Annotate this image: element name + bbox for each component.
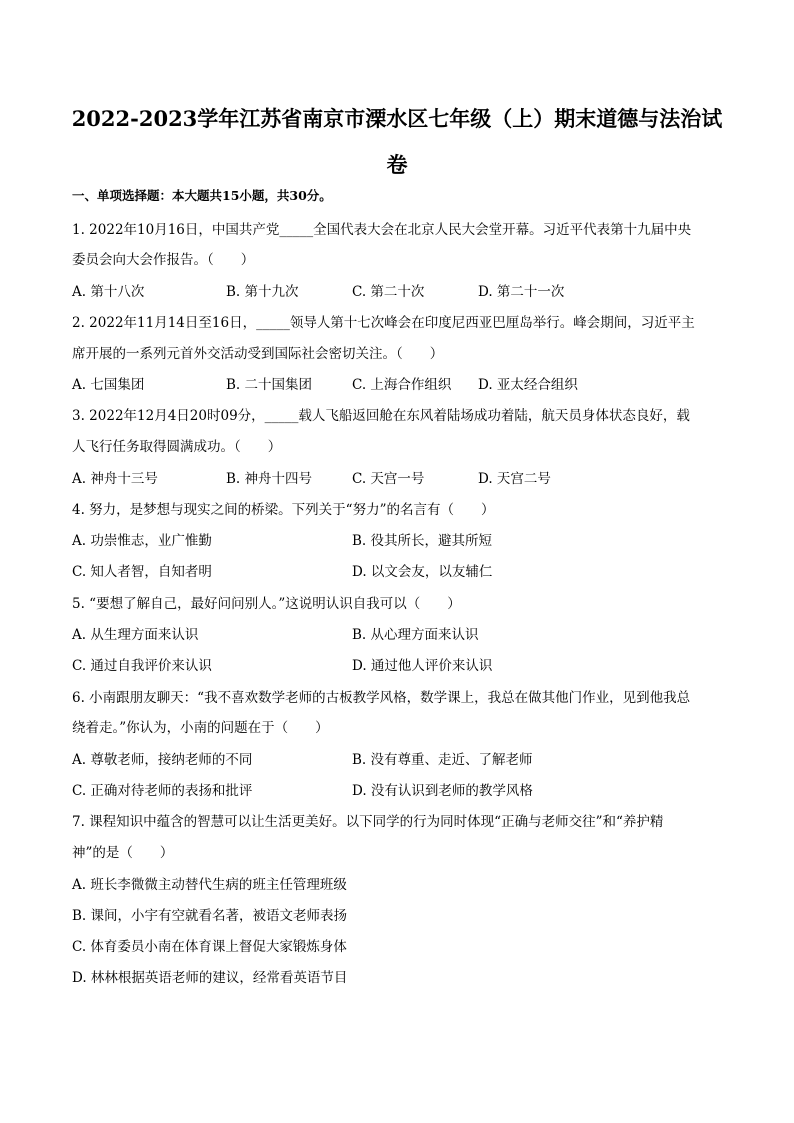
q2-option-c: C. 上海合作组织 xyxy=(352,377,452,393)
q5-option-b: B. 从心理方面来认识 xyxy=(352,627,479,643)
q1-option-d: D. 第二十一次 xyxy=(478,284,565,300)
q5-stem-line1: 5. “要想了解自己，最好问问别人。”这说明认识自我可以（ ） xyxy=(72,596,461,612)
q2-option-a: A. 七国集团 xyxy=(72,377,145,393)
q2-stem-line2: 席开展的一系列元首外交活动受到国际社会密切关注。（ ） xyxy=(72,346,444,362)
q7-option-d: D. 林林根据英语老师的建议，经常看英语节目 xyxy=(72,970,348,986)
q3-stem-line2: 人飞行任务取得圆满成功。（ ） xyxy=(72,439,282,455)
q7-option-a: A. 班长李微微主动替代生病的班主任管理班级 xyxy=(72,877,347,893)
q7-option-c: C. 体育委员小南在体育课上督促大家锻炼身体 xyxy=(72,939,347,955)
q5-option-a: A. 从生理方面来认识 xyxy=(72,627,199,643)
q3-stem-line1: 3. 2022年12月4日20时09分，_____载人飞船返回舱在东风着陆场成功着陆，航天员身体状态良好，载 xyxy=(72,408,690,424)
q5-option-c: C. 通过自我评价来认识 xyxy=(72,658,212,674)
q4-option-b: B. 役其所长，避其所短 xyxy=(352,533,493,549)
q4-option-d: D. 以文会友，以友辅仁 xyxy=(352,564,493,580)
q5-option-d: D. 通过他人评价来认识 xyxy=(352,658,493,674)
q2-option-d: D. 亚太经合组织 xyxy=(478,377,578,393)
q6-option-a: A. 尊敬老师，接纳老师的不同 xyxy=(72,752,253,768)
q2-stem-line1: 2. 2022年11月14日至16日，_____领导人第十七次峰会在印度尼西亚巴厘岛举行。峰会期间，习近平主 xyxy=(72,315,695,331)
q1-option-c: C. 第二十次 xyxy=(352,284,425,300)
q6-option-c: C. 正确对待老师的表扬和批评 xyxy=(72,783,253,799)
section-heading: 一、单项选择题：本大题共15小题，共30分。 xyxy=(72,188,332,203)
q7-stem-line2: 神”的是（ ） xyxy=(72,845,174,861)
q4-option-c: C. 知人者智，自知者明 xyxy=(72,564,212,580)
q1-option-b: B. 第十九次 xyxy=(226,284,299,300)
q6-option-b: B. 没有尊重、走近、了解老师 xyxy=(352,752,533,768)
q3-option-b: B. 神舟十四号 xyxy=(226,471,313,487)
q6-stem-line2: 绕着走。”你认为，小南的问题在于（ ） xyxy=(72,720,329,736)
q6-stem-line1: 6. 小南跟朋友聊天：“我不喜欢数学老师的古板教学风格，数学课上，我总在做其他门作业，见到他我总 xyxy=(72,690,691,706)
q3-option-c: C. 天宫一号 xyxy=(352,471,425,487)
q7-stem-line1: 7. 课程知识中蕴含的智慧可以让生活更美好。以下同学的行为同时体现“正确与老师交往”和“养护精 xyxy=(72,814,664,830)
title-line-2: 卷 xyxy=(386,152,408,177)
exam-title xyxy=(60,96,734,188)
q1-option-a: A. 第十八次 xyxy=(72,284,145,300)
q1-stem-line2: 委员会向大会作报告。（ ） xyxy=(72,252,255,268)
q7-option-b: B. 课间，小宇有空就看名著，被语文老师表扬 xyxy=(72,908,348,924)
q2-option-b: B. 二十国集团 xyxy=(226,377,313,393)
q6-option-d: D. 没有认识到老师的教学风格 xyxy=(352,783,533,799)
q4-stem-line1: 4. 努力，是梦想与现实之间的桥梁。下列关于“努力”的名言有（ ） xyxy=(72,502,495,518)
title-line-1: 2022-2023学年江苏省南京市溧水区七年级（上）期末道德与法治试 xyxy=(71,106,723,131)
q3-option-d: D. 天宫二号 xyxy=(478,471,551,487)
q4-option-a: A. 功崇惟志，业广惟勤 xyxy=(72,533,212,549)
q1-stem-line1: 1. 2022年10月16日，中国共产党_____全国代表大会在北京人民大会堂开幕。习近平代表第十九届中央 xyxy=(72,222,692,238)
q3-option-a: A. 神舟十三号 xyxy=(72,471,158,487)
